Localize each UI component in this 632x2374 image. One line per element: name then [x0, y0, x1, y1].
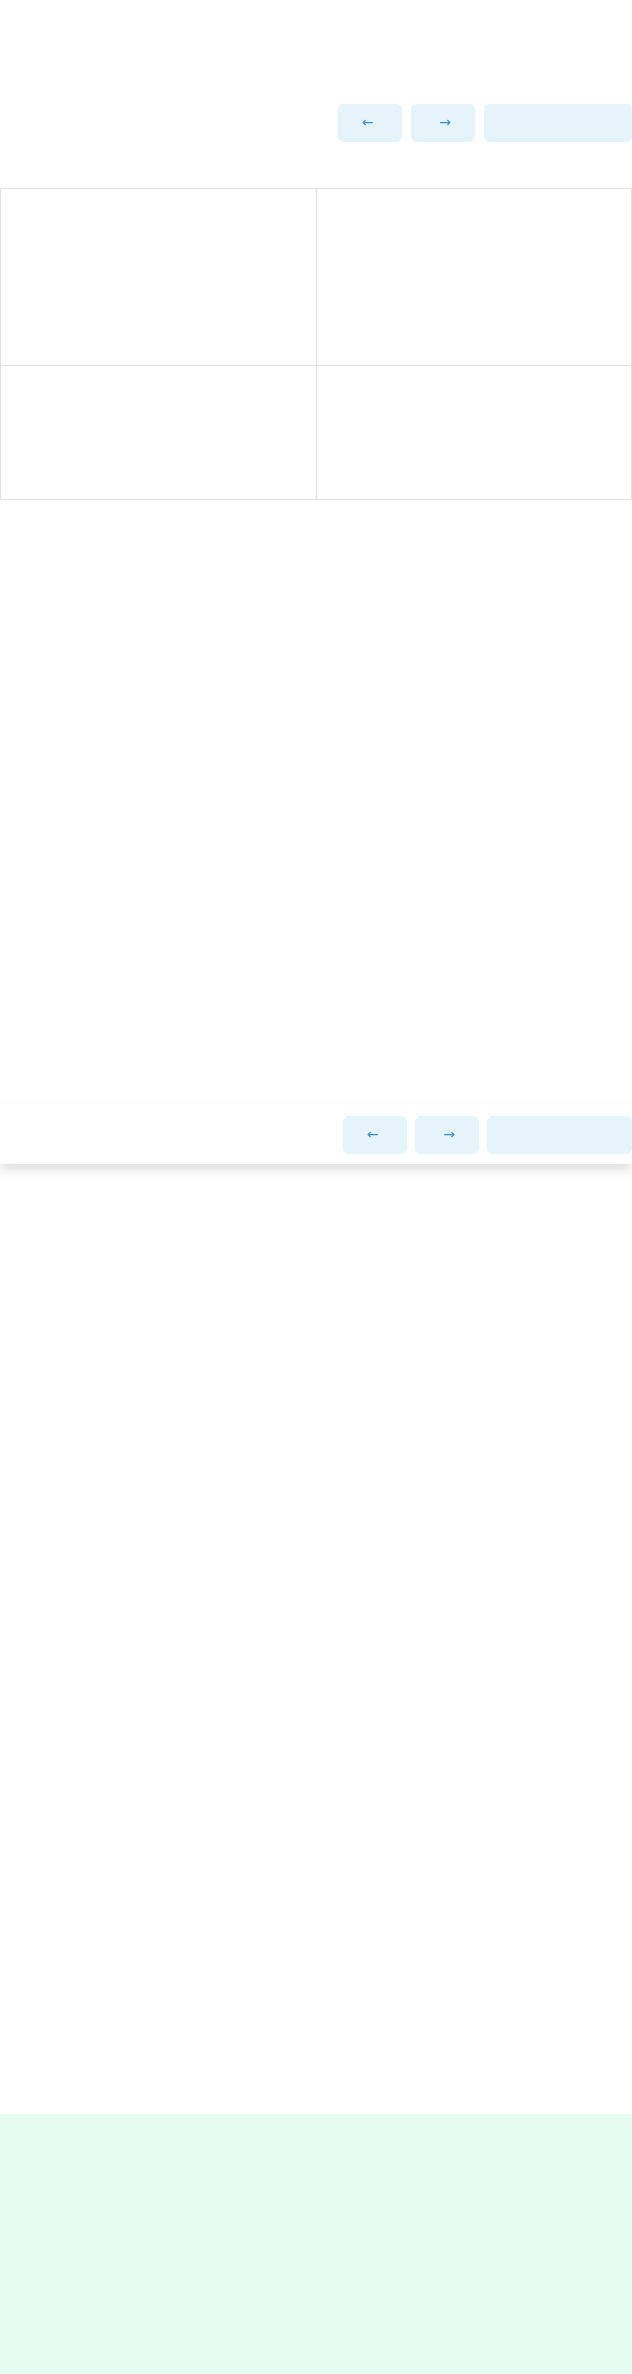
arrow-right-icon: → — [434, 115, 452, 131]
rule-table — [0, 188, 632, 500]
exercise-nav — [0, 92, 632, 152]
all-exercises-button[interactable] — [484, 104, 632, 142]
arrow-left-icon: ← — [366, 1127, 384, 1143]
next-exercise-button[interactable] — [415, 1116, 479, 1154]
all-exercises-button[interactable] — [487, 1116, 632, 1154]
prev-exercise-button[interactable] — [343, 1116, 407, 1154]
correct-answer-panel — [0, 2114, 632, 2374]
arrow-left-icon: ← — [361, 115, 379, 131]
arrow-right-icon: → — [438, 1127, 456, 1143]
exercise-nav-sticky — [0, 1104, 632, 1164]
next-exercise-button[interactable] — [411, 104, 475, 142]
prev-exercise-button[interactable] — [338, 104, 402, 142]
